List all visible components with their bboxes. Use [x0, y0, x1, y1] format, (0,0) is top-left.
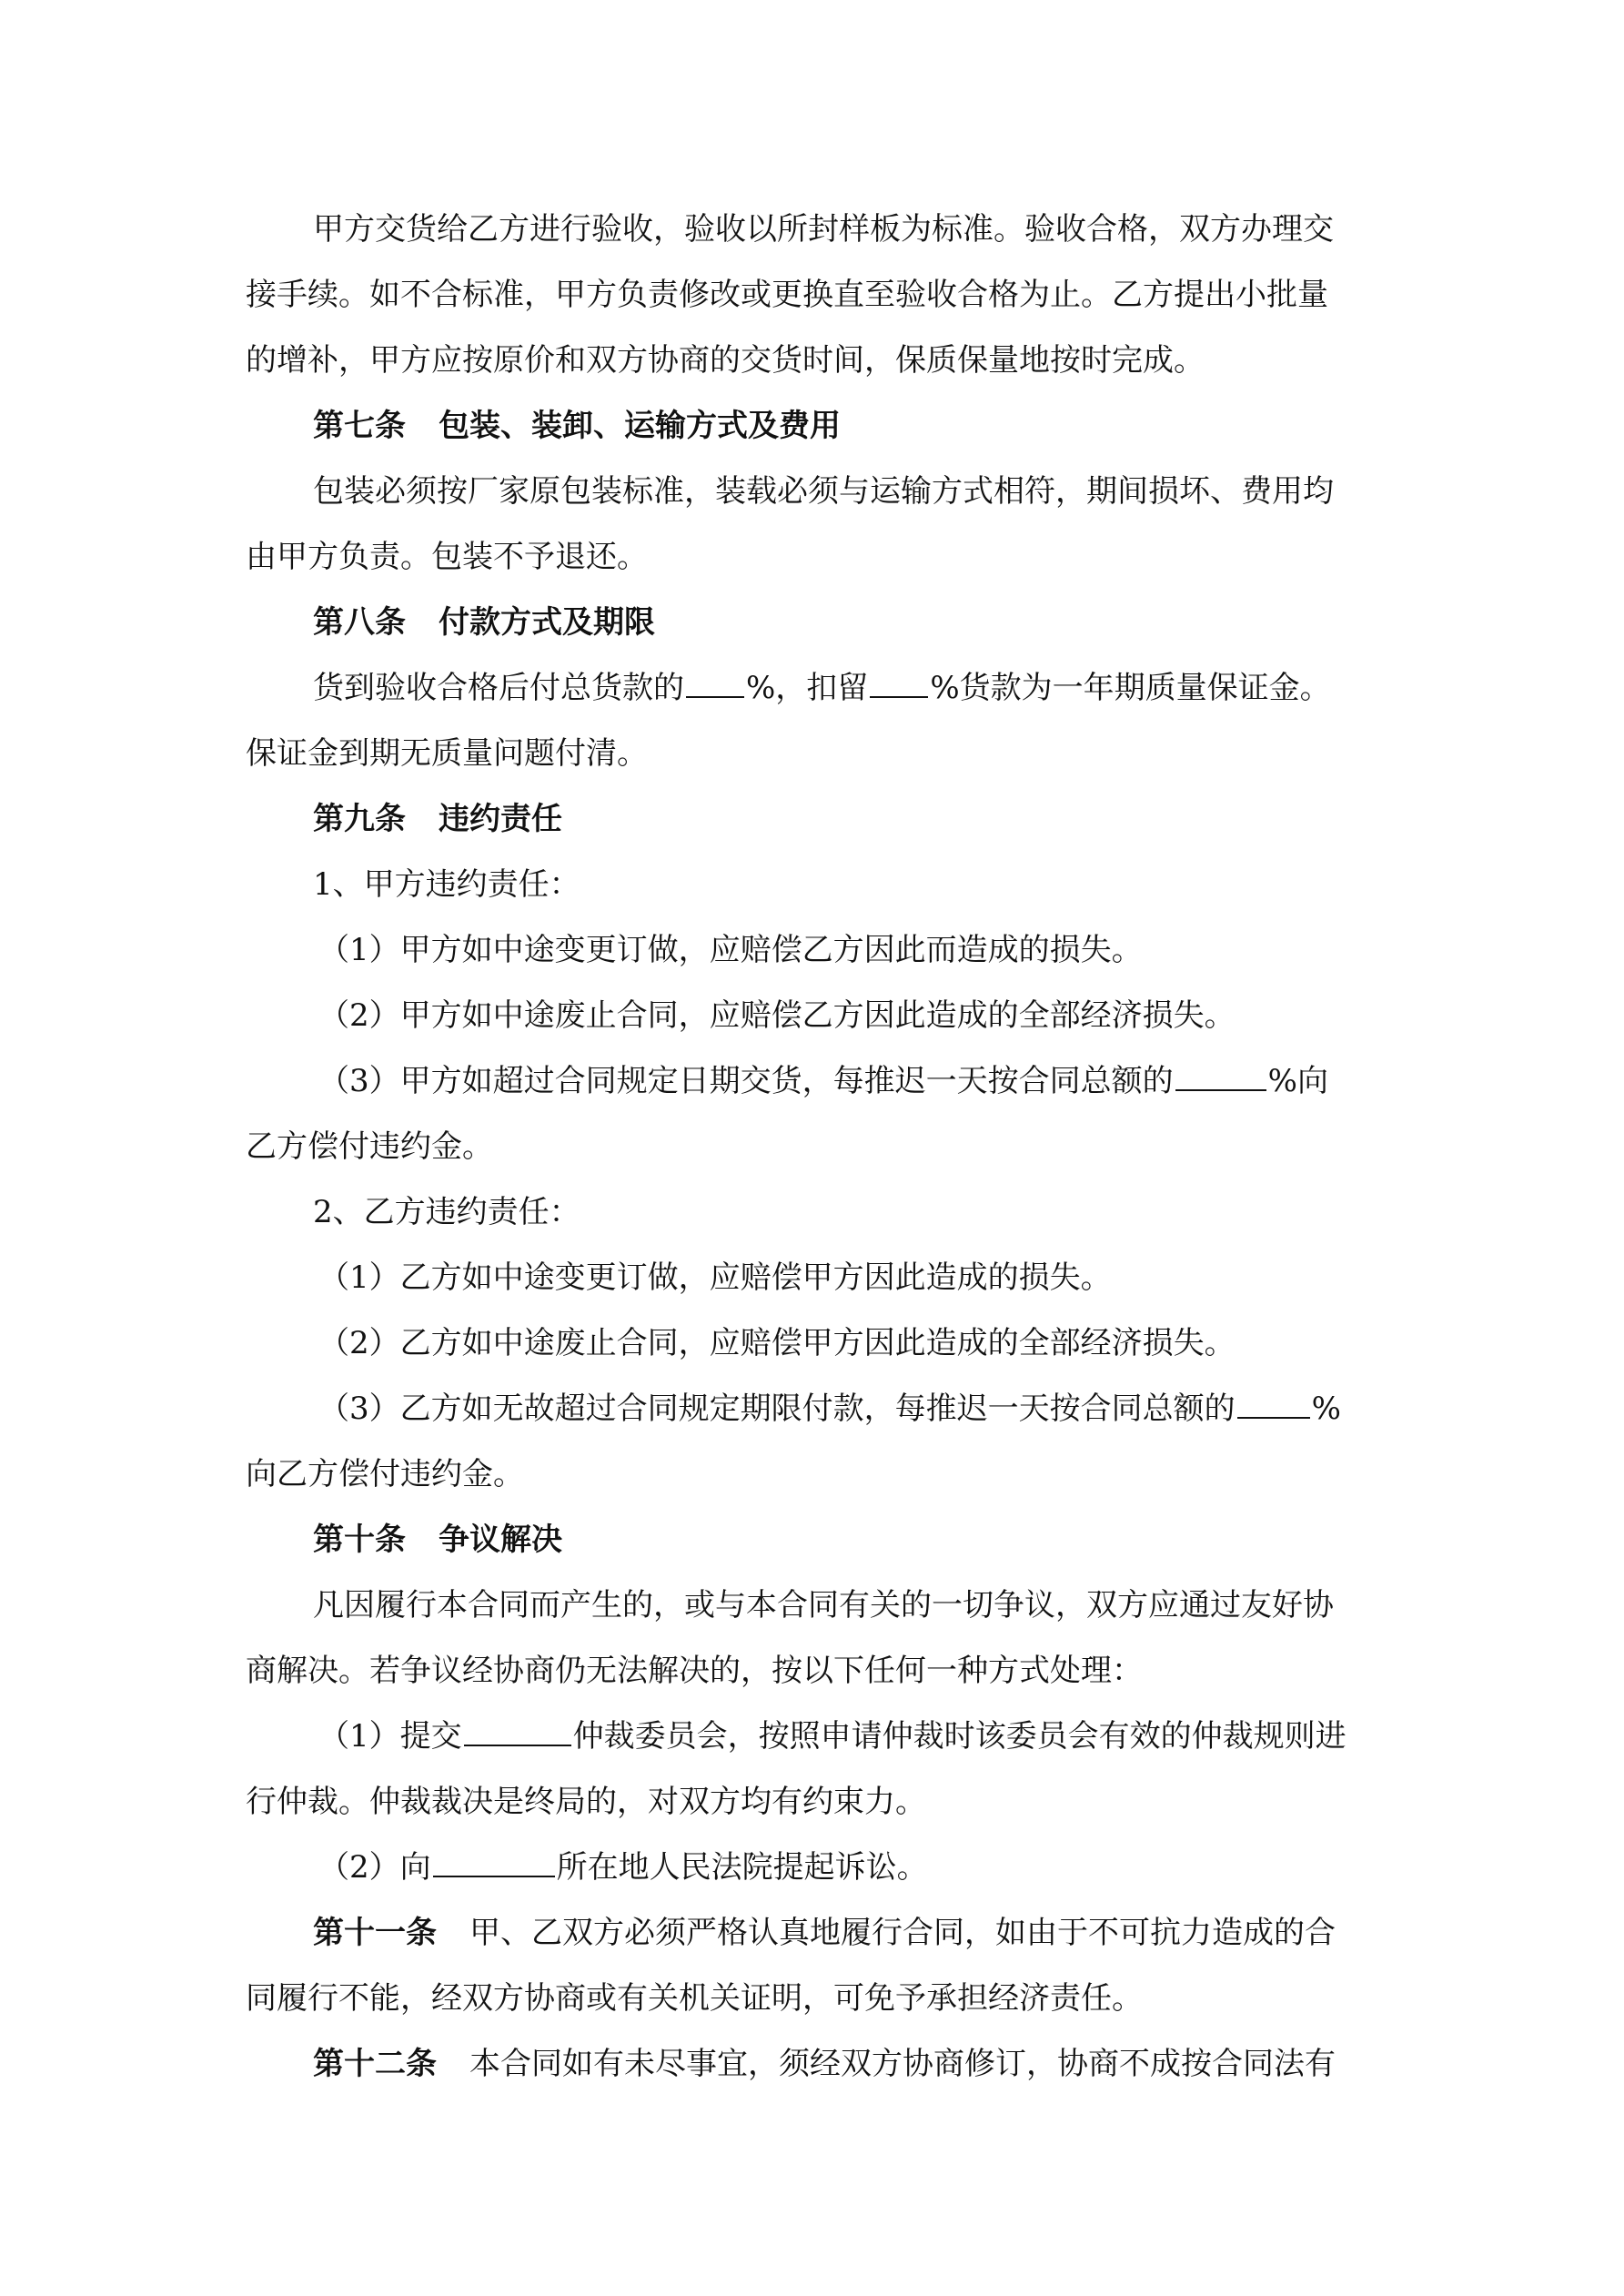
article-8-heading — [313, 601, 655, 644]
paragraph-line: 接手续。如不合标准，甲方负责修改或更换直至验收合格为止。乙方提出小批量 — [246, 277, 1328, 313]
paragraph-line — [318, 1387, 1341, 1431]
paragraph-line: 2、乙方违约责任： — [313, 1194, 580, 1230]
paragraph-line: （1）乙方如中途变更订做，应赔偿甲方因此造成的损失。 — [318, 1259, 1112, 1296]
fill-in-blank — [686, 669, 744, 698]
article-number: 第十一条 — [313, 1915, 437, 1951]
article-title: 付款方式及期限 — [439, 604, 655, 641]
text-segment: %，扣留 — [746, 670, 869, 706]
paragraph-line: （2）甲方如中途废止合同，应赔偿乙方因此造成的全部经济损失。 — [318, 997, 1236, 1034]
article-11-paragraph — [313, 1911, 1336, 1955]
paragraph-line: 向乙方偿付违约金。 — [246, 1456, 524, 1492]
fill-in-blank — [464, 1717, 571, 1746]
text-segment: （3）乙方如无故超过合同规定期限付款，每推迟一天按合同总额的 — [318, 1391, 1236, 1427]
paragraph-line: 商解决。若争议经协商仍无法解决的，按以下任何一种方式处理： — [246, 1653, 1143, 1689]
paragraph-line: 同履行不能，经双方协商或有关机关证明，可免予承担经济责任。 — [246, 1980, 1143, 2017]
text-segment: 所在地人民法院提起诉讼。 — [556, 1849, 928, 1886]
paragraph-line — [313, 666, 1331, 710]
text-segment: %货款为一年期质量保证金。 — [930, 670, 1331, 706]
paragraph-line: 1、甲方违约责任： — [313, 866, 580, 903]
text-segment: 货到验收合格后付总货款的 — [313, 670, 684, 706]
text-segment: 本合同如有未尽事宜，须经双方协商修订，协商不成按合同法有 — [469, 2046, 1336, 2082]
article-number: 第八条 — [313, 604, 406, 641]
article-number: 第九条 — [313, 801, 406, 837]
paragraph-line: 甲方交货给乙方进行验收，验收以所封样板为标准。验收合格，双方办理交 — [313, 211, 1334, 248]
fill-in-blank — [1175, 1062, 1266, 1091]
article-number: 第十二条 — [313, 2046, 437, 2082]
paragraph-line: 行仲裁。仲裁裁决是终局的，对双方均有约束力。 — [246, 1784, 926, 1820]
paragraph-line: 由甲方负责。包装不予退还。 — [246, 539, 648, 575]
article-title: 包装、装卸、运输方式及费用 — [439, 408, 841, 444]
fill-in-blank — [1237, 1390, 1310, 1419]
article-9-heading — [313, 797, 562, 841]
paragraph-line: （1）甲方如中途变更订做，应赔偿乙方因此而造成的损失。 — [318, 932, 1143, 968]
text-segment: （1）提交 — [318, 1718, 462, 1755]
paragraph-line — [318, 1846, 928, 1889]
text-segment: （3）甲方如超过合同规定日期交货，每推迟一天按合同总额的 — [318, 1063, 1174, 1099]
paragraph-line: 的增补，甲方应按原价和双方协商的交货时间，保质保量地按时完成。 — [246, 342, 1205, 379]
article-7-heading — [313, 404, 841, 448]
article-10-heading — [313, 1518, 562, 1562]
article-12-paragraph — [313, 2042, 1336, 2086]
article-title: 违约责任 — [439, 801, 562, 837]
paragraph-line: 包装必须按厂家原包装标准，装载必须与运输方式相符，期间损坏、费用均 — [313, 473, 1334, 510]
paragraph-line — [318, 1059, 1328, 1103]
fill-in-blank — [433, 1848, 555, 1877]
text-segment: %向 — [1267, 1063, 1328, 1099]
text-segment: 仲裁委员会，按照申请仲裁时该委员会有效的仲裁规则进 — [572, 1718, 1347, 1755]
paragraph-line: 乙方偿付违约金。 — [246, 1128, 493, 1165]
text-segment: % — [1311, 1391, 1341, 1427]
paragraph-line: 保证金到期无质量问题付清。 — [246, 735, 648, 772]
text-segment: 甲、乙双方必须严格认真地履行合同，如由于不可抗力造成的合 — [469, 1915, 1336, 1951]
paragraph-line — [318, 1714, 1347, 1758]
text-segment: （2）向 — [318, 1849, 431, 1886]
article-number: 第七条 — [313, 408, 406, 444]
article-number: 第十条 — [313, 1522, 406, 1558]
fill-in-blank — [870, 669, 928, 698]
paragraph-line: 凡因履行本合同而产生的，或与本合同有关的一切争议，双方应通过友好协 — [313, 1587, 1334, 1623]
article-title: 争议解决 — [439, 1522, 562, 1558]
paragraph-line: （2）乙方如中途废止合同，应赔偿甲方因此造成的全部经济损失。 — [318, 1325, 1236, 1361]
